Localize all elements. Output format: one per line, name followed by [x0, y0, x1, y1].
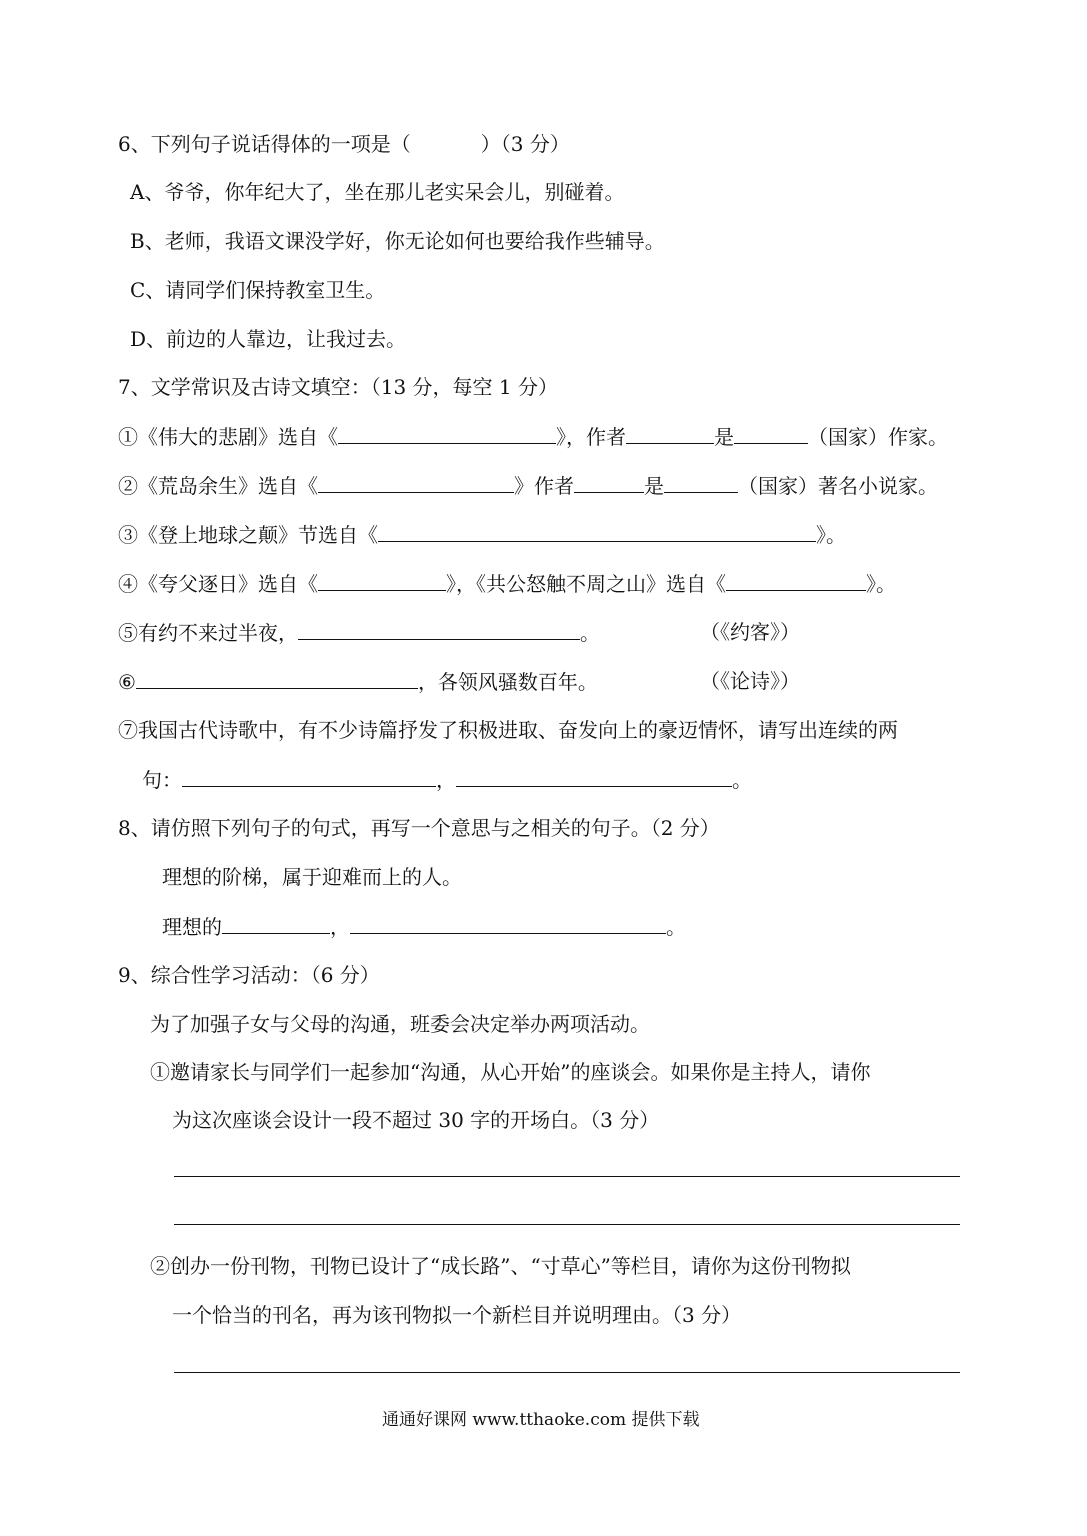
answer-blank[interactable] — [626, 423, 714, 444]
answer-line[interactable] — [174, 1372, 960, 1373]
answer-blank[interactable] — [350, 913, 666, 934]
answer-blank[interactable] — [338, 423, 556, 444]
q7-item2-d: （国家）著名小说家。 — [738, 474, 938, 498]
answer-blank[interactable] — [664, 472, 738, 493]
answer-line[interactable] — [174, 1176, 960, 1177]
q9-sub2-line2: 一个恰当的刊名，再为该刊物拟一个新栏目并说明理由。（3 分） — [172, 1303, 742, 1327]
q7-item-4 — [118, 570, 896, 596]
q8-answer-a: 理想的 — [162, 915, 222, 939]
q7-item6-a: ⑥ — [118, 670, 136, 694]
q7-item2-a: ②《荒岛余生》选自《 — [118, 474, 318, 498]
q9-sub1-line2: 为这次座谈会设计一段不超过 30 字的开场白。（3 分） — [172, 1108, 660, 1132]
q7-stem: 7、文学常识及古诗文填空：（13 分，每空 1 分） — [118, 375, 558, 399]
q7-item2-b: 》作者 — [514, 474, 574, 498]
q7-item-5 — [118, 619, 600, 645]
answer-blank[interactable] — [298, 619, 580, 640]
q8-example: 理想的阶梯，属于迎难而上的人。 — [162, 865, 462, 889]
q7-item7-line2 — [142, 766, 752, 792]
answer-blank[interactable] — [726, 570, 866, 591]
q6-option-a: A、爷爷，你年纪大了，坐在那儿老实呆会儿，别碰着。 — [130, 180, 625, 204]
q7-item5-a: ⑤有约不来过半夜， — [118, 621, 298, 645]
q7-item-3 — [118, 521, 846, 547]
q8-answer-line — [162, 913, 686, 939]
q7-item4-c: 》。 — [866, 572, 896, 596]
q7-item5-b: 。 — [580, 621, 600, 645]
answer-blank[interactable] — [574, 472, 644, 493]
answer-blank[interactable] — [136, 668, 418, 689]
answer-blank[interactable] — [222, 913, 330, 934]
q7-item4-a: ④《夸父逐日》选自《 — [118, 572, 318, 596]
answer-blank[interactable] — [378, 521, 816, 542]
answer-line[interactable] — [174, 1224, 960, 1225]
q6-stem — [118, 131, 570, 157]
q7-item1-d: （国家）作家。 — [808, 425, 948, 449]
q7-item1-b: 》，作者 — [556, 425, 626, 449]
q8-answer-c: 。 — [666, 915, 686, 939]
q7-item7-line2c: 。 — [732, 768, 752, 792]
q7-item7-line2b: ， — [436, 768, 456, 792]
answer-blank[interactable] — [456, 766, 732, 787]
q6-option-b: B、老师，我语文课没学好，你无论如何也要给我作些辅导。 — [130, 229, 665, 253]
q7-item7-line1: ⑦我国古代诗歌中，有不少诗篇抒发了积极进取、奋发向上的豪迈情怀，请写出连续的两 — [118, 718, 898, 742]
q7-item1-a: ①《伟大的悲剧》选自《 — [118, 425, 338, 449]
page-footer: 通通好课网 www.tthaoke.com 提供下载 — [382, 1410, 700, 1430]
q6-stem-text: 6、下列句子说话得体的一项是（ — [118, 132, 411, 156]
q7-item3-a: ③《登上地球之颠》节选自《 — [118, 523, 378, 547]
q7-item3-b: 》。 — [816, 523, 846, 547]
q7-item2-c: 是 — [644, 474, 664, 498]
q8-stem: 8、请仿照下列句子的句式，再写一个意思与之相关的句子。（2 分） — [118, 816, 720, 840]
q7-item1-c: 是 — [714, 425, 734, 449]
q9-sub2-line1: ②创办一份刊物，刊物已设计了“成长路”、“寸草心”等栏目，请你为这份刊物拟 — [150, 1254, 851, 1278]
q6-stem-tail: ）（3 分） — [480, 132, 570, 156]
answer-blank[interactable] — [734, 423, 808, 444]
answer-blank[interactable] — [318, 570, 446, 591]
q6-option-d: D、前边的人靠边，让我过去。 — [130, 327, 407, 351]
q7-item6-source: （《论诗》） — [700, 669, 800, 693]
q9-sub1-line1: ①邀请家长与同学们一起参加“沟通，从心开始”的座谈会。如果你是主持人，请你 — [150, 1060, 871, 1084]
q7-item-1 — [118, 423, 948, 449]
q7-item-6 — [118, 668, 598, 694]
q9-stem: 9、综合性学习活动：（6 分） — [118, 963, 380, 987]
q7-item4-b: 》，《共公怒触不周之山》选自《 — [446, 572, 726, 596]
q9-intro: 为了加强子女与父母的沟通，班委会决定举办两项活动。 — [150, 1012, 650, 1036]
answer-blank[interactable] — [182, 766, 436, 787]
q6-option-c: C、请同学们保持教室卫生。 — [130, 278, 386, 302]
q7-item-2 — [118, 472, 938, 498]
answer-blank[interactable] — [318, 472, 514, 493]
q7-item7-line2a: 句： — [142, 768, 182, 792]
q7-item6-b: ，各领风骚数百年。 — [417, 670, 598, 694]
q7-item5-source: （《约客》） — [700, 620, 800, 644]
q8-answer-b: ， — [330, 915, 350, 939]
